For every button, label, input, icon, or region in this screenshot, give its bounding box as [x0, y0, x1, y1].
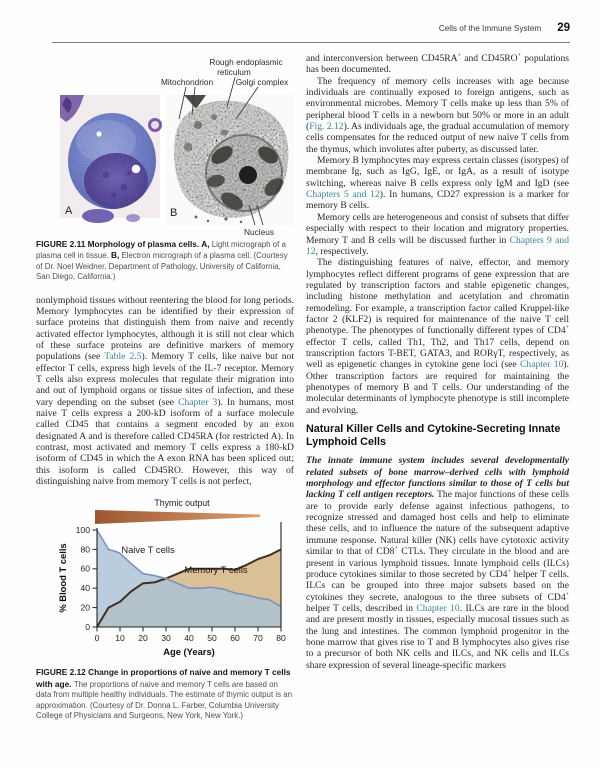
- body-text: ). As individuals age, the gradual accumulation of memory cells compensates for the reduced output of new naïve T cells from the thymus, which involutes after puberty, as discussed later.: [306, 121, 569, 155]
- body-text: effector T cells, called Th1, Th2, and Th17 cells, depend on transcription factors T-BET, GATA3, and RORγT, respectively, as well as epigenetic changes in cytokine gene loci (see: [306, 336, 569, 371]
- label-nucleus: Nucleus: [244, 227, 274, 237]
- body-text: Memory B lymphocytes may express certain classes (isotypes) of membrane Ig, such as IgG, IgE, or IgA, as a result of isotype switching, whereas naive B cells express only IgM and IgD (see: [306, 155, 569, 189]
- body-text: The major functions of these cells are to provide early defense against infectious pathogens, to recognize stressed and damaged host cells and help to eliminate these cells, and to influence the nature of the subsequent adaptive immune response. Natural killer (NK) cells have cytotoxic activity similar to that of CD8: [306, 489, 570, 558]
- superscript-plus: +: [565, 591, 569, 598]
- y-tick-label: 60: [80, 564, 90, 575]
- crossref-link-fig-2-12[interactable]: Fig. 2.12: [309, 121, 344, 133]
- x-tick-label: 30: [161, 633, 171, 644]
- right-paragraph-6: [306, 455, 569, 671]
- left-body-paragraph: [36, 295, 294, 488]
- figure-2-12: [36, 495, 294, 721]
- right-paragraph-3: [306, 155, 569, 212]
- panel-b-electron-micrograph: [165, 95, 294, 225]
- body-text: helper T cells, described in: [306, 602, 417, 614]
- body-text: ). In humans, CD27 expression is a marker for memory B cells.: [306, 189, 569, 212]
- x-tick-label: 80: [276, 633, 286, 644]
- x-tick-label: 60: [230, 633, 240, 644]
- body-text: Memory cells are heterogeneous and consist of subsets that differ especially with respect to their location and migratory properties. Memory T and B cells will be discussed further in: [306, 211, 569, 246]
- label-golgi-complex: Golgi complex: [235, 77, 289, 87]
- crossref-link-chapters-5-12[interactable]: Chapters 5 and 12: [306, 189, 380, 201]
- label-mitochondrion: Mitochondrion: [160, 77, 214, 87]
- superscript-plus: +: [394, 545, 398, 552]
- lead-sentence: The innate immune system includes several developmentally related subsets of bone marrow–derived cells with lymphoid morphology and effector functions similar to those of T cells but lacking T cell antigen receptors.: [306, 455, 569, 501]
- x-tick-label: 0: [94, 633, 100, 644]
- crossref-link-chapter-10[interactable]: Chapter 10: [416, 602, 460, 614]
- body-text: and interconversion between CD45RA: [306, 53, 458, 64]
- right-paragraph-5: [306, 257, 569, 416]
- superscript-plus: +: [507, 568, 511, 575]
- chart-plot-area: [76, 522, 286, 643]
- body-text: The distinguishing features of naive, effector, and memory lymphocytes reflect different programs of gene expression that are regulated by transcription factors and stable epigenetic changes, including histone methylation and acetylation and chromatin remodeling. For example, a transcription factor called Kruppel-like factor 2 (KLF2) is required for maintenance of the naive T cell phenotype. The phenotypes of functionally different types of CD4: [306, 257, 569, 337]
- panel-a-letter: A: [65, 205, 73, 217]
- y-tick-label: 80: [80, 544, 90, 555]
- right-paragraph-1: [306, 53, 569, 76]
- figure-2-12-caption-text: The proportions of naive and memory T cells are based on data from multiple healthy individuals. The estimate of thymic output is an approximation. (Courtesy of Dr. Donna L. Farber, Columbia University College of Physicians and Surgeons, New York, New York.): [36, 679, 292, 721]
- body-text: , respectively.: [315, 245, 369, 257]
- right-column: [306, 53, 569, 671]
- thymic-output-label: Thymic output: [154, 498, 210, 509]
- x-axis-title: Age (Years): [163, 646, 215, 658]
- thymic-output-wedge: [95, 510, 260, 524]
- x-tick-label: 20: [138, 633, 148, 644]
- panel-a-light-micrograph: [60, 95, 161, 223]
- crossref-link-table-2-5[interactable]: Table 2.5: [104, 351, 142, 363]
- superscript-plus: +: [565, 325, 569, 332]
- superscript-plus: +: [517, 52, 521, 59]
- label-rough-er-line1: Rough endoplasmic: [209, 57, 283, 67]
- figure-2-11: [36, 55, 294, 283]
- label-rough-er-line2: reticulum: [217, 67, 251, 77]
- x-tick-label: 70: [253, 633, 263, 644]
- left-column: [36, 55, 294, 722]
- figure-2-11-caption-a: A,: [201, 239, 210, 249]
- naive-series-label: Naive T cells: [121, 544, 175, 556]
- right-paragraph-2: [306, 76, 569, 155]
- x-tick-label: 40: [184, 633, 194, 644]
- body-text: nonlymphoid tissues without reentering the blood for long periods. Memory lymphocytes can be identified by their expression of surface proteins that distinguish them from naive and recently activated effector lymphocytes, although it is still not clear which of these surface proteins are definitive markers of memory populations (see: [36, 294, 294, 363]
- body-text: ). Other transcription factors are required for maintaining the phenotypes of memory B and T cells. Our understanding of the molecular determinants of lymphocyte phenotype is still incomplete and evolving.: [306, 359, 569, 416]
- memory-series-label: Memory T cells: [184, 564, 248, 576]
- y-tick-label: 20: [80, 602, 90, 613]
- y-tick-label: 100: [75, 525, 90, 536]
- body-text: CTLs. They circulate in the blood and are present in various lymphoid tissues. Innate lymphoid cells (ILCs) produce cytokines similar to those secreted by CD4: [306, 546, 569, 580]
- figure-2-11-caption-b-text: Electron micrograph of a plasma cell. (Courtesy of Dr. Noel Weidner, Department of Pathology, University of California, San Diego, California.): [36, 251, 288, 282]
- section-heading-nk-cells: Natural Killer Cells and Cytokine-Secreting Innate Lymphoid Cells: [306, 423, 561, 449]
- running-title: Cells of the Immune System: [438, 24, 542, 33]
- page-number: 29: [557, 22, 570, 34]
- figure-2-11-caption-a-text: Light micrograph of a plasma cell in tissue.: [36, 240, 286, 261]
- body-text: The frequency of memory cells increases with age because individuals are continually exposed to foreign antigens, such as environmental microbes. Memory T cells make up less than 5% of peripheral blood T cells in a newborn but 50% or more in an adult (: [306, 75, 569, 133]
- y-tick-label: 0: [85, 622, 90, 633]
- figure-2-12-caption: [36, 667, 294, 721]
- figure-2-11-caption: [36, 239, 294, 283]
- figure-2-12-chart: [36, 495, 294, 665]
- figure-2-11-caption-b: B,: [111, 250, 120, 261]
- page-header: [52, 18, 570, 43]
- crossref-link-chapters-9-12[interactable]: Chapters 9 and 12: [306, 234, 569, 257]
- right-paragraph-4: [306, 212, 569, 257]
- body-text: . ILCs are rare in the blood and are present mostly in tissues, especially mucosal tissues such as the lung and intestines. The common lymphoid progenitor in the bone marrow that gives rise to T and B lymphocytes also gives rise to a precursor of both NK cells and ILCs, and NK cells and ILCs share expression of several lineage-specific markers: [306, 602, 569, 671]
- figure-2-11-art: [36, 55, 294, 237]
- crossref-link-chapter-10[interactable]: Chapter 10: [520, 359, 564, 371]
- body-text: populations has been documented.: [306, 53, 569, 76]
- y-tick-label: 40: [80, 583, 90, 594]
- y-axis-title: % Blood T cells: [57, 543, 68, 614]
- superscript-plus: +: [457, 52, 461, 59]
- crossref-link-chapter-3[interactable]: Chapter 3: [178, 396, 218, 408]
- body-text: and CD45RO: [460, 53, 518, 64]
- body-text: ). In humans, most naive T cells express a 200-kD isoform of a surface molecule called CD45 that contains a segment encoded by an exon designated A and is therefore called CD45RA (for restricted A). In contrast, most activated and memory T cells express a 180-kD isoform of CD45 in which the A exon RNA has been spliced out; this isoform is called CD45RO. However, this way of distinguishing naive from memory T cells is not perfect,: [36, 396, 294, 488]
- body-text: ). Memory T cells, like naive but not effector T cells, express high levels of the IL-7 receptor. Memory T cells also express molecules that regulate their migration into and out of lymphoid organs or tissue sites of infection, and these vary depending on the subset (see: [36, 351, 294, 408]
- x-tick-label: 10: [115, 633, 125, 644]
- figure-2-12-caption-title: FIGURE 2.12 Change in proportions of naive and memory T cells with age.: [36, 667, 291, 689]
- body-text: helper T cells. ILCs can be grouped into three major subsets based on the cytokines they secrete, analogous to the three subsets of CD4: [306, 568, 569, 603]
- panel-b-letter: B: [170, 207, 178, 219]
- figure-2-11-caption-title: FIGURE 2.11 Morphology of plasma cells.: [36, 239, 202, 249]
- x-tick-label: 50: [207, 633, 217, 644]
